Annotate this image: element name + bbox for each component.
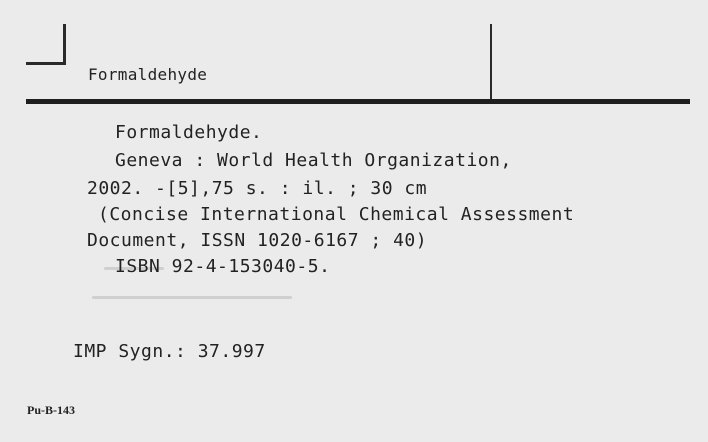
- card-code: Pu-B-143: [27, 403, 75, 417]
- horizontal-rule: [26, 99, 690, 104]
- publisher-line: Geneva : World Health Organization,: [115, 150, 512, 171]
- physical-description-line: 2002. -[5],75 s. : il. ; 30 cm: [87, 178, 428, 199]
- isbn-line: ISBN 92-4-153040-5.: [115, 256, 331, 277]
- ghost-mark: [92, 296, 292, 299]
- series-line-1: (Concise International Chemical Assessment: [98, 204, 575, 225]
- title-line: Formaldehyde.: [115, 122, 263, 143]
- card-heading: Formaldehyde: [88, 65, 208, 84]
- series-line-2: Document, ISSN 1020-6167 ; 40): [87, 230, 428, 251]
- corner-bracket-vertical: [63, 24, 66, 65]
- shelfmark: IMP Sygn.: 37.997: [73, 341, 266, 362]
- vertical-rule: [490, 24, 492, 100]
- corner-bracket-horizontal: [26, 62, 66, 65]
